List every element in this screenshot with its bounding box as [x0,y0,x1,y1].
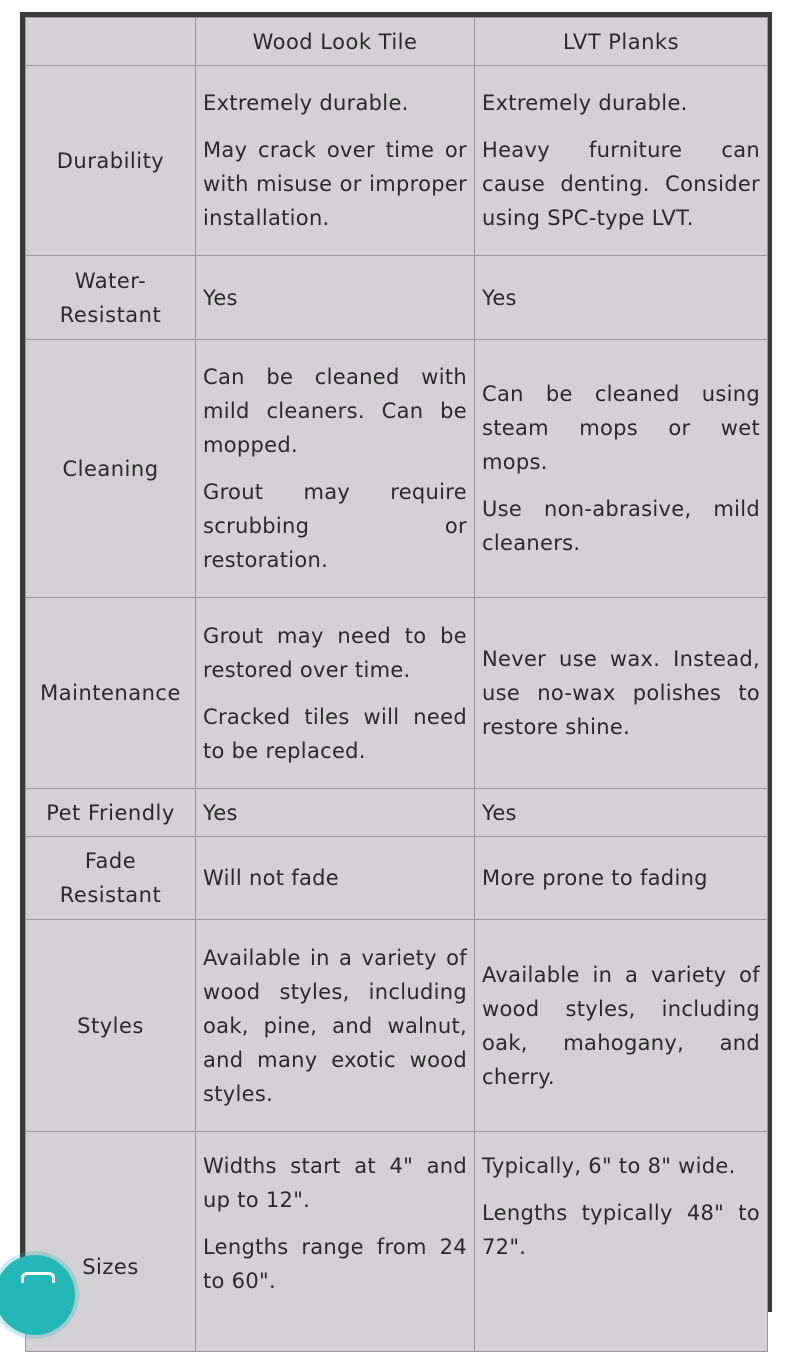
lvt-cell-durability [475,66,768,256]
row-label-pet-friendly: Pet Friendly [26,789,196,837]
cell-text: Lengths range from 24 to 60". [203,1235,467,1293]
table-row [26,837,768,920]
cell-text: Grout may need to be restored over time. [203,623,467,682]
cell-text: Extremely durable. [203,91,409,115]
table-row [26,598,768,789]
cell-text: Lengths typically 48" to 72". [482,1201,760,1259]
cell-text: Yes [203,285,238,310]
lvt-cell-maintenance [475,598,768,789]
table-row [26,66,768,256]
tile-cell-maintenance [196,598,475,789]
cell-text: Never use wax. Instead, use no-wax polishes to restore shine. [482,647,760,739]
lvt-cell-water-resistant [475,256,768,340]
header-empty [26,18,196,66]
tile-cell-water-resistant [196,256,475,340]
cell-text: More prone to fading [482,866,708,890]
lvt-cell-cleaning [475,340,768,598]
tile-cell-sizes [196,1132,475,1352]
cell-text: Available in a variety of wood styles, including oak, mahogany, and cherry. [482,962,760,1089]
tile-cell-pet-friendly [196,789,475,837]
cell-text: Can be cleaned using steam mops or wet mops. [482,382,760,474]
table-row [26,920,768,1132]
tile-cell-cleaning [196,340,475,598]
row-label-fade-resistant: Fade Resistant [26,837,196,920]
row-label-durability: Durability [26,66,196,256]
cell-text: Heavy furniture can cause denting. Consider using SPC-type LVT. [482,138,760,230]
chat-bubble-icon [21,1272,55,1283]
table-header-row [26,18,768,66]
row-label-styles: Styles [26,920,196,1132]
row-label-maintenance: Maintenance [26,598,196,789]
row-label-cleaning: Cleaning [26,340,196,598]
cell-text: Yes [482,285,517,310]
table-row [26,789,768,837]
cell-text: Yes [482,800,517,825]
lvt-cell-styles [475,920,768,1132]
lvt-cell-sizes [475,1132,768,1352]
lvt-cell-pet-friendly [475,789,768,837]
cell-text: Widths start at 4" and up to 12". [203,1154,467,1212]
row-label-sizes: Sizes [26,1132,196,1352]
cell-text: Will not fade [203,866,339,890]
comparison-table [25,17,768,1352]
cell-text: Typically, 6" to 8" wide. [482,1154,736,1178]
table-row [26,256,768,340]
tile-cell-durability [196,66,475,256]
cell-text: Cracked tiles will need to be replaced. [203,704,467,763]
header-lvt-planks: LVT Planks [475,18,768,66]
tile-cell-fade-resistant [196,837,475,920]
table-row [26,340,768,598]
cell-text: Extremely durable. [482,91,688,115]
cell-text: Grout may require scrubbing or restoration. [203,480,467,572]
cell-text: May crack over time or with misuse or improper installation. [203,138,467,230]
cell-text: Can be cleaned with mild cleaners. Can be mopped. [203,365,467,457]
cell-text: Yes [203,800,238,825]
cell-text: Use non-abrasive, mild cleaners. [482,497,760,555]
tile-cell-styles [196,920,475,1132]
table-row [26,1132,768,1352]
header-wood-look-tile: Wood Look Tile [196,18,475,66]
row-label-water-resistant: Water-Resistant [26,256,196,340]
lvt-cell-fade-resistant [475,837,768,920]
cell-text: Available in a variety of wood styles, including oak, pine, and walnut, and many exotic wood styles. [203,945,467,1106]
